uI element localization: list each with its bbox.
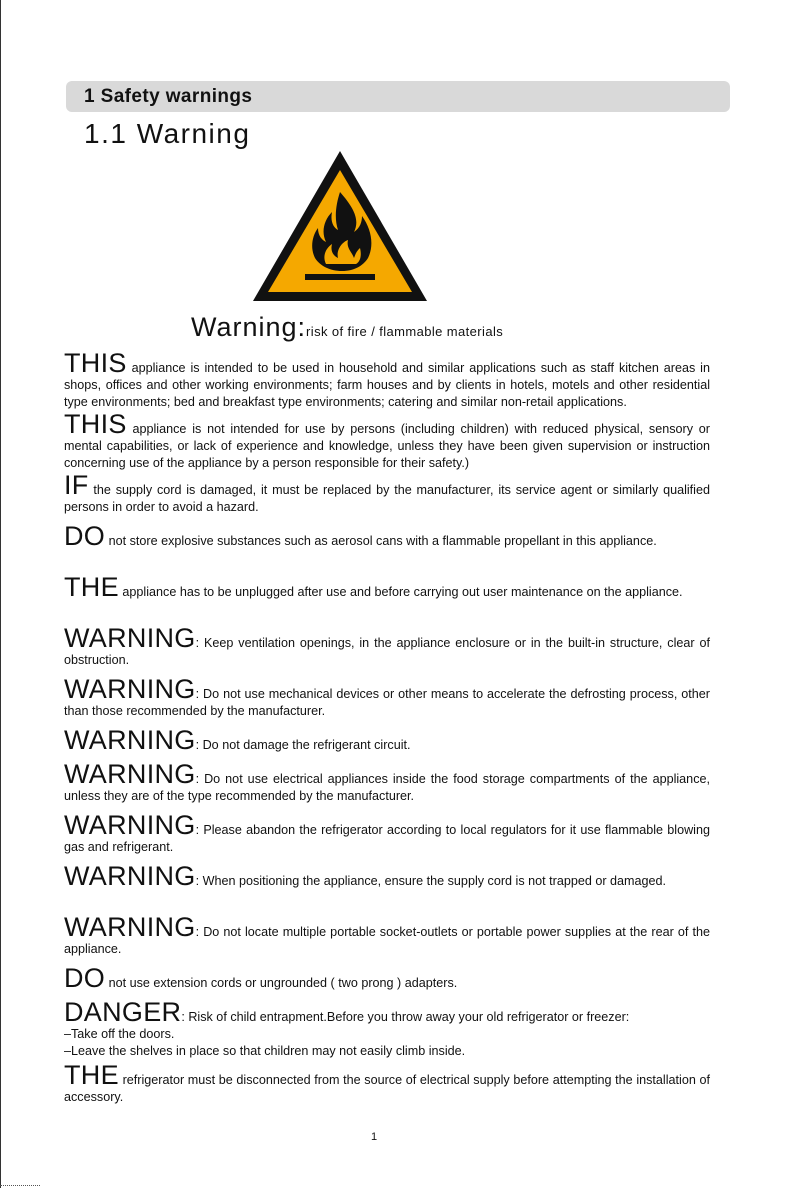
paragraph-lead: DO	[64, 963, 106, 993]
paragraph-text: : Do not use electrical appliances inside the food storage compartments of the appliance, unless they are of the type recommended by the manufacturer.	[64, 772, 710, 803]
warning-paragraph	[64, 863, 710, 914]
danger-item: –Leave the shelves in place so that children may not easily climb inside.	[64, 1044, 466, 1058]
warning-paragraph	[64, 761, 710, 812]
warning-paragraph	[64, 999, 710, 1026]
section-title: 1 Safety warnings	[84, 86, 253, 107]
section-header	[66, 81, 730, 112]
paragraph-text: appliance is intended to be used in household and similar applications such as staff kitchen areas in shops, offices and other working environments; farm houses and by clients in hotels, motels and other residential type environments; bed and breakfast type environments; catering and similar non-retail applications.	[64, 361, 710, 409]
paragraph-text: refrigerator must be disconnected from the source of electrical supply before attempting the installation of accessory.	[64, 1073, 710, 1104]
paragraph-text: : Please abandon the refrigerator according to local regulators for it use flammable blowing gas and refrigerant.	[64, 823, 710, 854]
warning-paragraph	[64, 914, 710, 965]
paragraph-lead: THE	[64, 572, 119, 602]
paragraph-lead: IF	[64, 470, 89, 500]
warning-paragraph	[64, 812, 710, 863]
paragraph-text: appliance is not intended for use by persons (including children) with reduced physical, sensory or mental capabilities, or lack of experience and knowledge, unless they have been given supervision or instruction concerning use of the appliance by a person responsible for their safety.)	[64, 422, 710, 470]
caption-subtitle: risk of fire / flammable materials	[306, 324, 504, 339]
paragraph-text: appliance has to be unplugged after use and before carrying out user maintenance on the appliance.	[118, 585, 683, 599]
paragraph-lead: WARNING	[64, 912, 196, 942]
warning-paragraph	[64, 965, 710, 999]
paragraph-lead: WARNING	[64, 759, 196, 789]
subsection-title: 1.1 Warning	[84, 118, 251, 149]
warning-paragraph	[64, 472, 710, 523]
paragraph-text: : Keep ventilation openings, in the appliance enclosure or in the built-in structure, clear of obstruction.	[64, 636, 710, 667]
page-number: 1	[371, 1131, 378, 1143]
flammable-warning-icon	[250, 148, 430, 304]
paragraph-lead: WARNING	[64, 674, 196, 704]
paragraph-text: not use extension cords or ungrounded ( two prong ) adapters.	[105, 976, 458, 990]
paragraph-lead: THIS	[64, 409, 127, 439]
paragraph-text: : When positioning the appliance, ensure the supply cord is not trapped or damaged.	[195, 874, 667, 888]
page-edge-bottom	[0, 1185, 40, 1186]
paragraph-lead: WARNING	[64, 861, 196, 891]
warning-paragraph	[64, 625, 710, 676]
warning-paragraph	[64, 574, 710, 625]
warning-paragraph	[64, 727, 710, 761]
paragraph-lead: THE	[64, 1060, 119, 1090]
paragraph-lead: WARNING	[64, 810, 196, 840]
paragraph-lead: WARNING	[64, 725, 196, 755]
paragraph-lead: WARNING	[64, 623, 196, 653]
danger-item: –Take off the doors.	[64, 1027, 175, 1041]
page-edge	[0, 0, 1, 1188]
warning-paragraph	[64, 523, 710, 574]
warning-paragraph	[64, 350, 710, 411]
warning-paragraph	[64, 1062, 710, 1113]
caption-warning: Warning:	[191, 312, 307, 342]
warning-caption	[191, 312, 503, 343]
paragraph-lead: DANGER	[64, 997, 182, 1027]
paragraph-lead: DO	[64, 521, 106, 551]
warning-paragraph	[64, 411, 710, 472]
paragraph-text: : Do not use mechanical devices or other means to accelerate the defrosting process, other than those recommended by the manufacturer.	[64, 687, 710, 718]
paragraph-lead: THIS	[64, 348, 127, 378]
warnings-body	[64, 350, 710, 1113]
paragraph-text: the supply cord is damaged, it must be replaced by the manufacturer, its service agent or similarly qualified persons in order to avoid a hazard.	[64, 483, 710, 514]
paragraph-text: : Do not damage the refrigerant circuit.	[195, 738, 411, 752]
paragraph-text: : Do not locate multiple portable socket-outlets or portable power supplies at the rear of the appliance.	[64, 925, 710, 956]
warning-paragraph	[64, 676, 710, 727]
paragraph-text: not store explosive substances such as aerosol cans with a flammable propellant in this appliance.	[105, 534, 657, 548]
paragraph-text: : Risk of child entrapment.Before you throw away your old refrigerator or freezer:	[181, 1010, 630, 1024]
